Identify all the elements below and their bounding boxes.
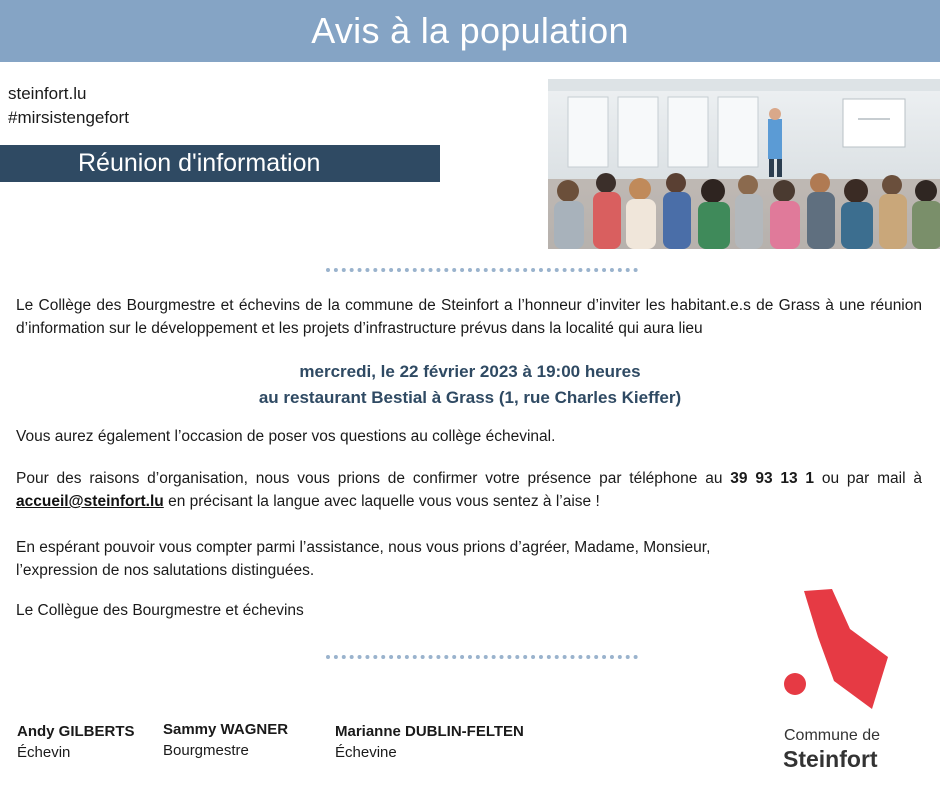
signatory-name: Sammy WAGNER: [163, 721, 289, 738]
dotted-divider-bottom: [326, 655, 638, 659]
web-info: [8, 82, 129, 130]
signature-block: [17, 721, 135, 763]
event-date: mercredi, le 22 février 2023 à 19:00 heures: [299, 362, 641, 381]
rsvp-text-c: en précisant la langue avec laquelle vous vous sentez à l’aise !: [163, 493, 600, 510]
meeting-photo-icon: [548, 79, 940, 249]
dotted-divider-top: [326, 268, 638, 272]
signatory-role: Échevin: [17, 744, 71, 761]
rsvp-text-b: ou par mail à: [814, 470, 922, 487]
signatory-role: Bourgmestre: [163, 742, 249, 759]
questions-paragraph: Vous aurez également l’occasion de poser vos questions au collège échevinal.: [16, 428, 556, 445]
phone-number: 39 93 13 1: [730, 470, 815, 487]
signature-block: [163, 719, 288, 761]
closing-line-2: l’expression de nos salutations distinguées.: [16, 562, 315, 579]
closing-line-1: En espérant pouvoir vous compter parmi l’assistance, nous vous prions d’agréer, Madame, Monsieur,: [16, 539, 711, 556]
closing-paragraph: [16, 536, 922, 582]
signatory-role: Échevine: [335, 744, 397, 761]
event-details: [0, 359, 940, 411]
rsvp-paragraph: [16, 467, 922, 513]
hashtag: #mirsistengefort: [8, 108, 129, 127]
logo-text-line1: Commune de: [784, 727, 881, 744]
event-location: au restaurant Bestial à Grass (1, rue Charles Kieffer): [258, 388, 682, 407]
website-link[interactable]: steinfort.lu: [8, 84, 87, 103]
page-banner: [0, 0, 940, 62]
email-link[interactable]: accueil@steinfort.lu: [16, 493, 164, 510]
sender-line: Le Collègue des Bourgmestre et échevins: [16, 602, 304, 619]
section-title-bar: [0, 145, 440, 182]
page-title: Avis à la population: [311, 10, 629, 51]
logo-text-line2: Steinfort: [783, 746, 878, 772]
meeting-photo: [548, 79, 940, 249]
signature-block: [335, 721, 524, 763]
signatory-name: Marianne DUBLIN-FELTEN: [335, 723, 524, 740]
signatory-name: Andy GILBERTS: [17, 723, 135, 740]
rsvp-text-a: Pour des raisons d’organisation, nous vous prions de confirmer votre présence par téléphone au: [16, 470, 731, 487]
invitation-paragraph: Le Collège des Bourgmestre et échevins de la commune de Steinfort a l’honneur d’inviter les habitant.e.s de Grass à une réunion d’information sur le développement et les projets d’infrastructure prévus dans la localité qui aura lieu: [16, 297, 922, 337]
section-title: Réunion d'information: [78, 149, 321, 177]
